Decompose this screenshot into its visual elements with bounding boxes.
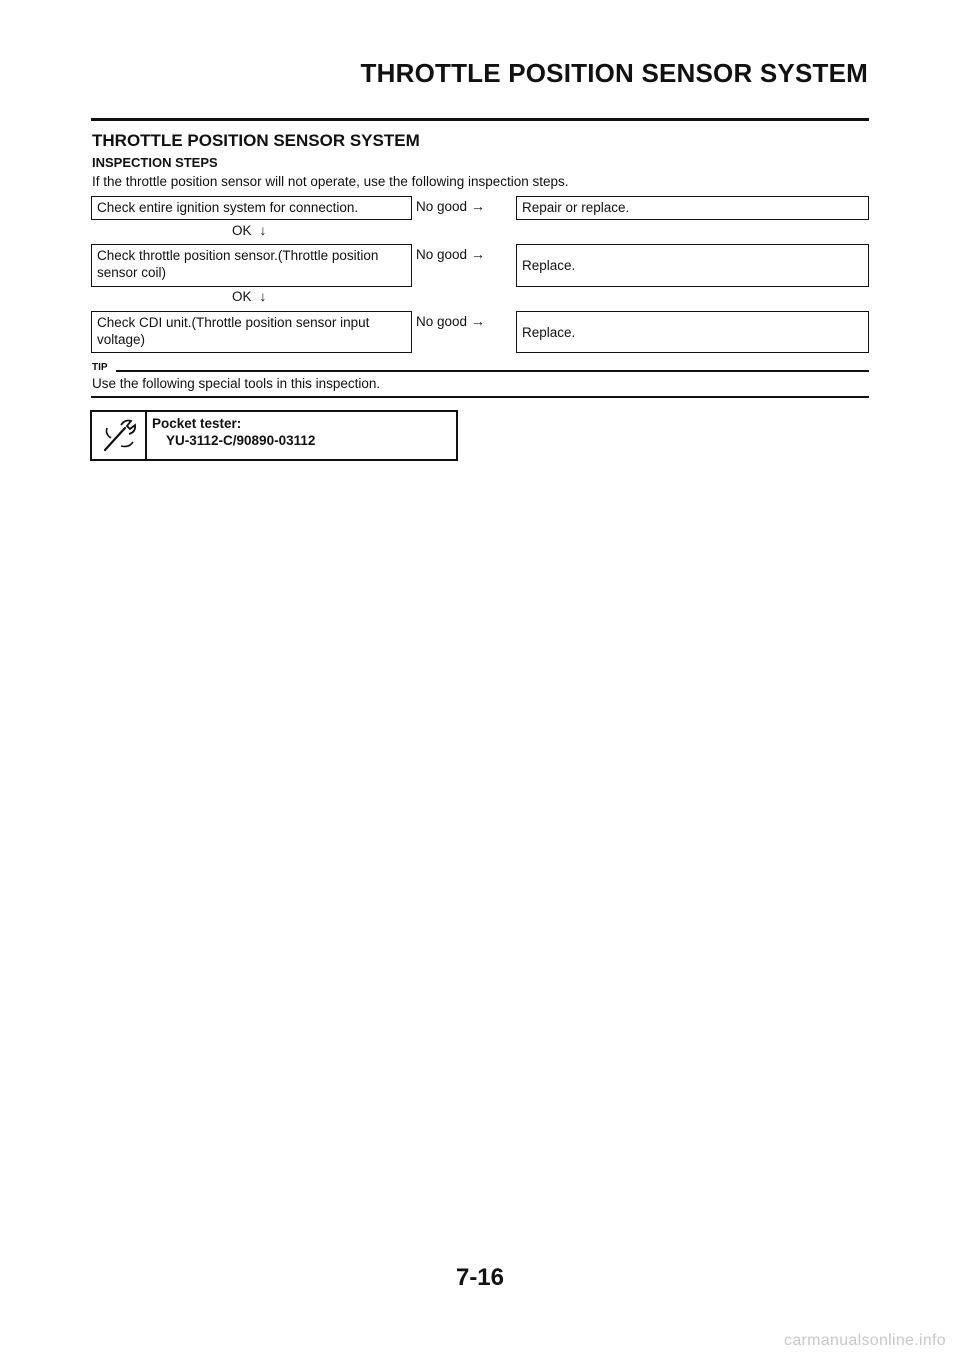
- page-header-title: THROTTLE POSITION SENSOR SYSTEM: [360, 58, 868, 88]
- no-good-label-1: [416, 198, 485, 214]
- no-good-text: No good: [416, 247, 468, 262]
- arrow-right-icon: →: [471, 246, 486, 262]
- result-text: Repair or replace.: [522, 200, 630, 215]
- header-divider: [91, 118, 869, 121]
- section-title: THROTTLE POSITION SENSOR SYSTEM: [92, 131, 420, 150]
- intro-text: If the throttle position sensor will not operate, use the following inspection steps.: [92, 174, 569, 189]
- arrow-right-icon: →: [471, 313, 486, 329]
- tip-label: TIP: [92, 362, 108, 373]
- tool-part-number: YU-3112-C/90890-03112: [166, 433, 316, 448]
- no-good-text: No good: [416, 314, 468, 329]
- tip-bottom-rule: [91, 396, 869, 398]
- arrow-down-icon: ↓: [259, 288, 267, 304]
- tip-top-rule: [116, 370, 869, 372]
- check-box-3: Check CDI unit.(Throttle position sensor input voltage): [91, 311, 412, 353]
- result-box-2: [516, 244, 869, 287]
- tip-text: Use the following special tools in this inspection.: [92, 376, 381, 391]
- inspection-steps-heading: INSPECTION STEPS: [92, 155, 218, 170]
- result-box-3: [516, 311, 869, 353]
- check-box-1: Check entire ignition system for connection.: [91, 196, 412, 220]
- arrow-down-icon: ↓: [259, 222, 267, 238]
- result-text: Replace.: [522, 324, 576, 340]
- ok-label-2: [232, 288, 267, 304]
- check-box-2: Check throttle position sensor.(Throttle position sensor coil): [91, 244, 412, 287]
- arrow-right-icon: →: [471, 198, 486, 214]
- no-good-label-3: [416, 313, 485, 329]
- tool-description: [147, 412, 320, 459]
- result-box-1: [516, 196, 869, 220]
- ok-text: OK: [232, 289, 252, 304]
- watermark: carmanualsonline.info: [784, 1332, 946, 1349]
- ok-text: OK: [232, 223, 252, 238]
- tool-name: Pocket tester:: [152, 416, 242, 431]
- page-number: 7-16: [455, 1264, 505, 1291]
- wrench-tool-icon: [92, 412, 147, 459]
- ok-label-1: [232, 222, 267, 238]
- result-text: Replace.: [522, 258, 576, 273]
- no-good-label-2: [416, 246, 485, 262]
- special-tool-box: [90, 410, 458, 461]
- no-good-text: No good: [416, 199, 468, 214]
